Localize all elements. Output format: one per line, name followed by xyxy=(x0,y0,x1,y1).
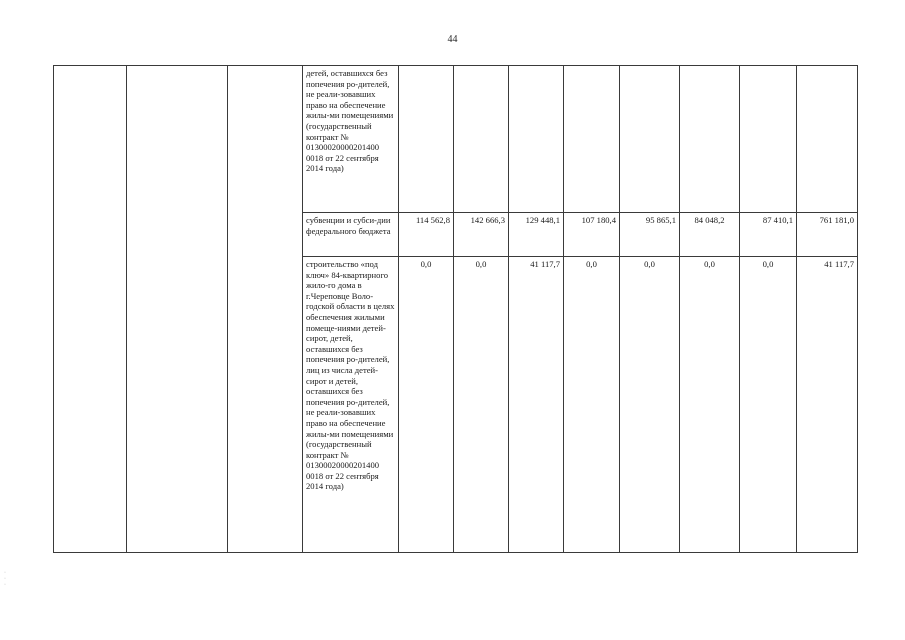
scan-artifact: · · · xyxy=(4,570,6,588)
row-description: строительство «под ключ» 84-квартирного жило-го дома в г.Череповце Воло-годской области в целях обеспечения жилыми помеще-ниями детей-сирот, детей, оставшихся без попечения ро-дителей, лиц из числа детей-сирот и детей, оставшихся без попечения ро-дителей, не реали-зовавших право на обеспечение жилы-ми помещениями (государственный контракт № 01300020000201400 0018 от 22 сентября 2014 года) xyxy=(303,257,399,553)
value-cell xyxy=(399,66,454,213)
value-cell: 41 117,7 xyxy=(797,257,858,553)
value-cell xyxy=(620,66,680,213)
value-cell: 0,0 xyxy=(564,257,620,553)
value-cell: 114 562,8 xyxy=(399,213,454,257)
value-cell: 0,0 xyxy=(399,257,454,553)
value-cell: 84 048,2 xyxy=(680,213,740,257)
value-cell: 107 180,4 xyxy=(564,213,620,257)
value-cell: 0,0 xyxy=(680,257,740,553)
table-row xyxy=(54,66,858,213)
empty-cell xyxy=(228,66,303,553)
value-cell xyxy=(454,66,509,213)
value-cell xyxy=(680,66,740,213)
value-cell: 129 448,1 xyxy=(509,213,564,257)
value-cell xyxy=(797,66,858,213)
empty-cell xyxy=(54,66,127,553)
value-cell: 41 117,7 xyxy=(509,257,564,553)
value-cell xyxy=(564,66,620,213)
value-cell xyxy=(509,66,564,213)
value-cell: 0,0 xyxy=(740,257,797,553)
empty-cell xyxy=(127,66,228,553)
value-cell: 142 666,3 xyxy=(454,213,509,257)
value-cell: 761 181,0 xyxy=(797,213,858,257)
value-cell: 0,0 xyxy=(454,257,509,553)
row-description: детей, оставшихся без попечения ро-дителей, не реали-зовавших право на обеспечение жилы-ми помещениями (государственный контракт № 01300020000201400 0018 от 22 сентября 2014 года) xyxy=(303,66,399,213)
value-cell xyxy=(740,66,797,213)
row-description: субвенции и субси-дии федерального бюджета xyxy=(303,213,399,257)
budget-table xyxy=(53,65,858,553)
page-number: 44 xyxy=(447,34,458,45)
value-cell: 95 865,1 xyxy=(620,213,680,257)
value-cell: 87 410,1 xyxy=(740,213,797,257)
value-cell: 0,0 xyxy=(620,257,680,553)
